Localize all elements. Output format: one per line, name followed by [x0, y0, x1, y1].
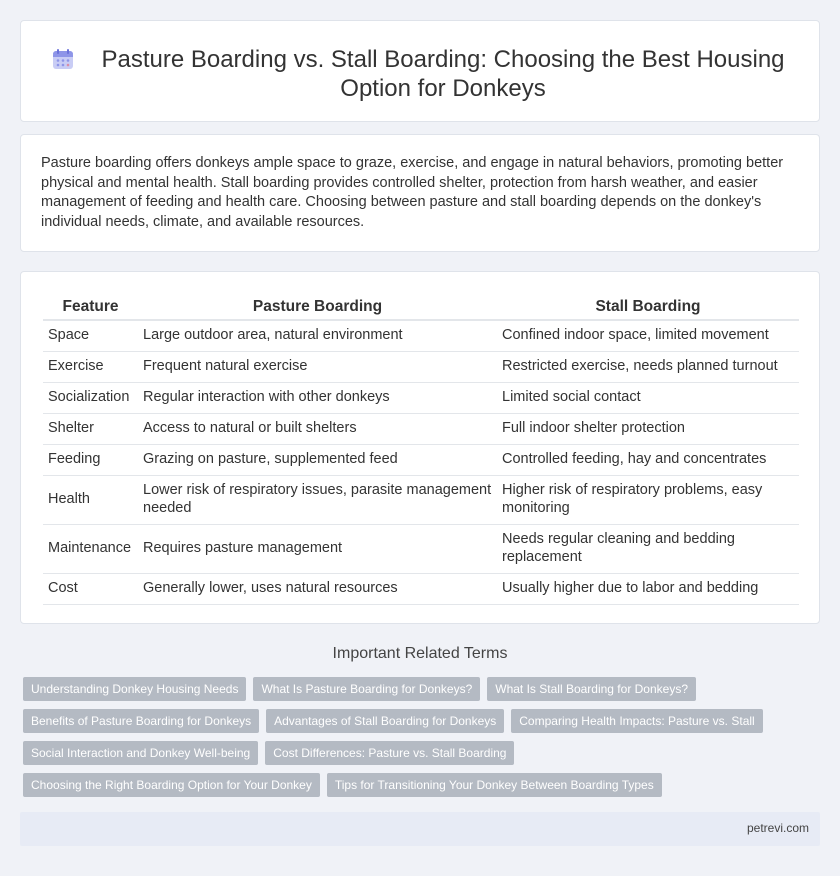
cell-stall: Restricted exercise, needs planned turnout: [497, 351, 799, 382]
cell-feature: Exercise: [43, 351, 138, 382]
related-term-link[interactable]: Comparing Health Impacts: Pasture vs. Stall: [511, 709, 762, 733]
comparison-table: [43, 295, 799, 605]
cell-stall: Usually higher due to labor and bedding: [497, 573, 799, 604]
table-row: [43, 413, 799, 444]
cell-feature: Space: [43, 320, 138, 351]
cell-feature: Feeding: [43, 444, 138, 475]
table-row: [43, 382, 799, 413]
cell-pasture: Large outdoor area, natural environment: [138, 320, 497, 351]
cell-pasture: Lower risk of respiratory issues, parasite management needed: [138, 475, 497, 524]
related-term-link[interactable]: Understanding Donkey Housing Needs: [23, 677, 246, 701]
footer: [20, 812, 820, 846]
intro-text: Pasture boarding offers donkeys ample space to graze, exercise, and engage in natural behaviors, promoting better physical and mental health. Stall boarding provides controlled shelter, protection from harsh weather, and easier management of feeding and health care. Choosing between pasture and stall boarding depends on the donkey's individual needs, climate, and available resources.: [41, 155, 784, 230]
cell-stall: Full indoor shelter protection: [497, 413, 799, 444]
table-row: [43, 444, 799, 475]
cell-pasture: Regular interaction with other donkeys: [138, 382, 497, 413]
page-title: Pasture Boarding vs. Stall Boarding: Choosing the Best Housing Option for Donkeys: [101, 46, 785, 102]
header-pasture: Pasture Boarding: [138, 295, 497, 320]
table-row: [43, 351, 799, 382]
related-term-link[interactable]: Tips for Transitioning Your Donkey Between Boarding Types: [327, 773, 662, 797]
cell-pasture: Frequent natural exercise: [138, 351, 497, 382]
table-row: [43, 573, 799, 604]
cell-pasture: Requires pasture management: [138, 524, 497, 573]
related-term-link[interactable]: Choosing the Right Boarding Option for Your Donkey: [23, 773, 320, 797]
table-row: [43, 320, 799, 351]
related-terms-title: Important Related Terms: [332, 645, 508, 662]
title-wrap: [21, 21, 819, 103]
cell-stall: Controlled feeding, hay and concentrates: [497, 444, 799, 475]
footer-brand-link[interactable]: petrevi.com: [746, 821, 809, 835]
cell-feature: Maintenance: [43, 524, 138, 573]
table-row: [43, 475, 799, 524]
cell-stall: Limited social contact: [497, 382, 799, 413]
cell-feature: Socialization: [43, 382, 138, 413]
cell-pasture: Grazing on pasture, supplemented feed: [138, 444, 497, 475]
related-term-link[interactable]: Advantages of Stall Boarding for Donkeys: [266, 709, 504, 733]
cell-feature: Health: [43, 475, 138, 524]
comparison-card: [20, 271, 820, 624]
related-term-link[interactable]: Benefits of Pasture Boarding for Donkeys: [23, 709, 259, 733]
table-header-row: [43, 295, 799, 320]
related-term-link[interactable]: Social Interaction and Donkey Well-being: [23, 741, 258, 765]
related-term-link[interactable]: Cost Differences: Pasture vs. Stall Boarding: [265, 741, 514, 765]
cell-feature: Shelter: [43, 413, 138, 444]
related-terms-list: [23, 677, 823, 805]
intro-card: [20, 134, 820, 252]
cell-pasture: Access to natural or built shelters: [138, 413, 497, 444]
cell-stall: Needs regular cleaning and bedding replacement: [497, 524, 799, 573]
cell-feature: Cost: [43, 573, 138, 604]
cell-pasture: Generally lower, uses natural resources: [138, 573, 497, 604]
cell-stall: Higher risk of respiratory problems, easy monitoring: [497, 475, 799, 524]
header-stall: Stall Boarding: [497, 295, 799, 320]
calendar-icon: [52, 48, 74, 70]
related-term-link[interactable]: What Is Stall Boarding for Donkeys?: [487, 677, 696, 701]
header-feature: Feature: [43, 295, 138, 320]
related-term-link[interactable]: What Is Pasture Boarding for Donkeys?: [253, 677, 480, 701]
table-row: [43, 524, 799, 573]
title-card: [20, 20, 820, 122]
cell-stall: Confined indoor space, limited movement: [497, 320, 799, 351]
